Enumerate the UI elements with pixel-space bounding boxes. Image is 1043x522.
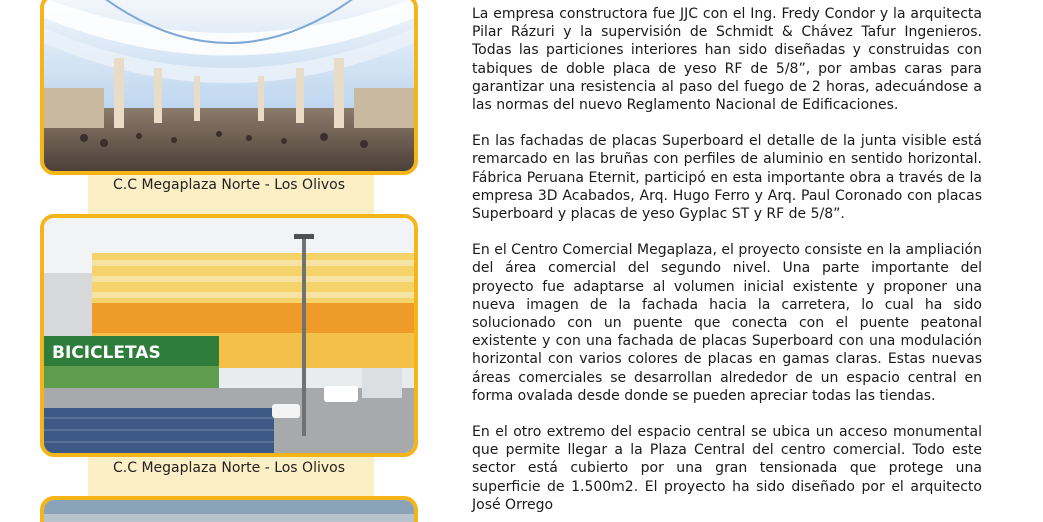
article-text: [472, 5, 982, 522]
paragraph: La empresa constructora fue JJC con el Ing. Fredy Condor y la arquitecta Pilar Rázuri y la supervisión de Schmidt & Chávez Tafur Ingenieros. Todas las particiones interiores han sido diseñadas y construidas con tabiques de doble placa de yeso RF de 5/8”, por ambas caras para garantizar una resistencia al paso del fuego de 2 horas, adecuándose a las normas del nuevo Reglamento Nacional de Edificaciones.: [472, 6, 982, 114]
store-sign-text: BICICLETAS: [52, 343, 161, 363]
photo-caption: C.C Megaplaza Norte - Los Olivos: [113, 177, 345, 193]
paragraph: En el otro extremo del espacio central se ubica un acceso monumental que permite llegar a la Plaza Central del centro comercial. Todo este sector está cubierto por una gran tensionada que protege una superficie de 1.500m2. El proyecto ha sido diseñado por el arquitecto José Orrego: [472, 424, 982, 513]
paragraph: En las fachadas de placas Superboard el detalle de la junta visible está remarcado en las bruñas con perfiles de aluminio en sentido horizontal. Fábrica Peruana Eternit, participó en esta importante obra a través de la empresa 3D Acabados, Arq. Hugo Ferro y Arq. Paul Coronado con placas Superboard y placas de yeso Gyplac ST y RF de 5/8”.: [472, 133, 982, 223]
photo-caption: C.C Megaplaza Norte - Los Olivos: [113, 460, 345, 476]
paragraph: En el Centro Comercial Megaplaza, el proyecto consiste en la ampliación del área comercial del segundo nivel. Una parte importante del proyecto fue adaptarse al volumen inicial existente y proponer una nueva imagen de la fachada hacia la carretera, lo cual ha sido solucionado con un puente que conecta con el puente peatonal existente y con una fachada de placas Superboard con una modulación horizontal con varios colores de placas en gamas claras. Estas nuevas áreas comerciales se desarrollan alrededor de un espacio central en forma ovalada desde donde se pueden apreciar todas las tiendas.: [472, 242, 982, 404]
photo-mall-facade: [40, 214, 418, 457]
photo-partial: [40, 496, 418, 522]
photo-mall-interior: [40, 0, 418, 175]
